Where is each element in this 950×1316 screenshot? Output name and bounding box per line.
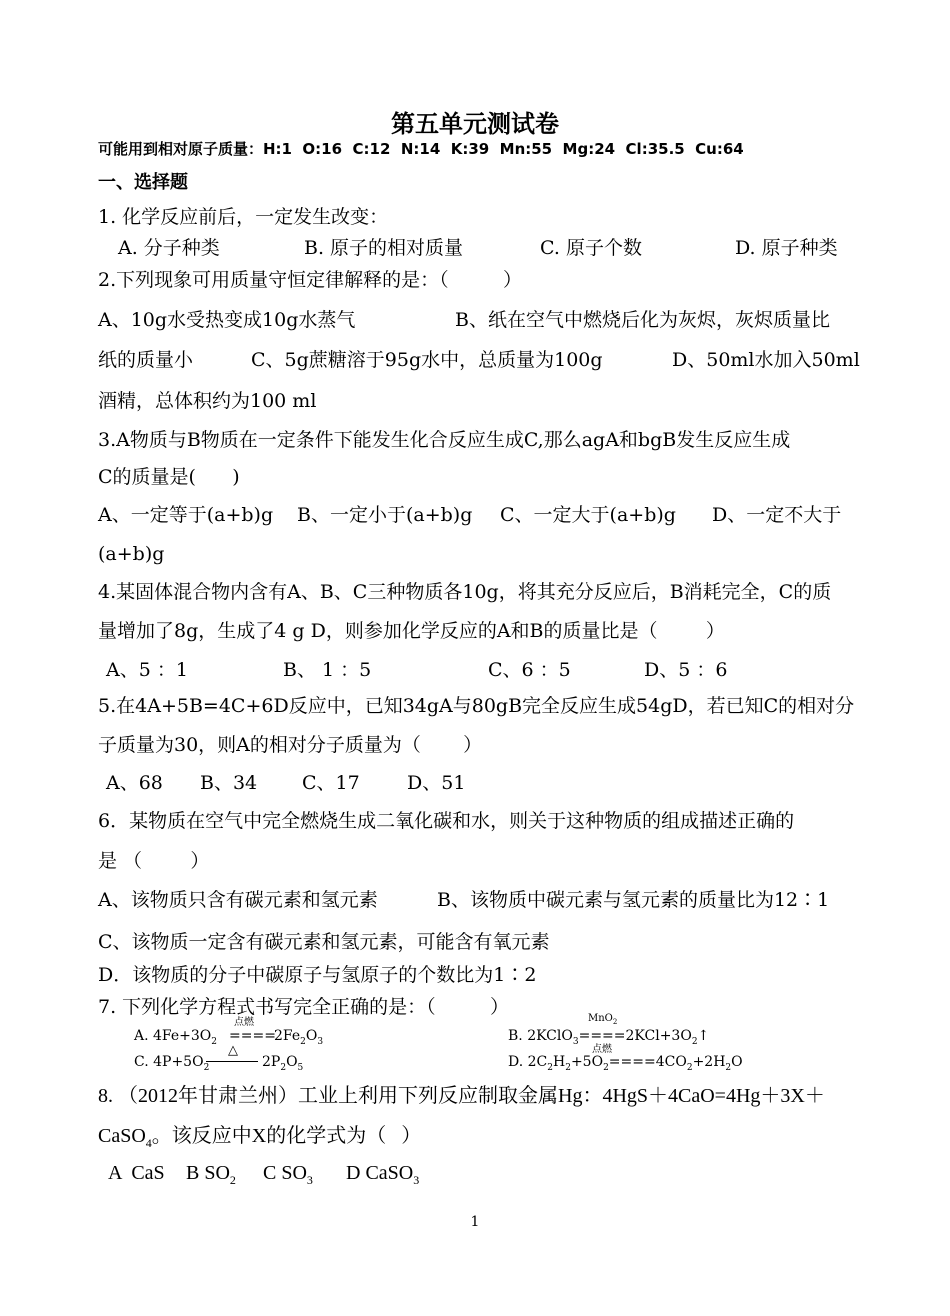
atomic-masses: 可能用到相对原子质量：H:1 O:16 C:12 N:14 K:39 Mn:55 Mg:24 Cl:35.5 Cu:64 [98, 140, 744, 158]
q7-option-a: A. $4Fe+3O_2$ [134, 1028, 218, 1047]
q7-b-catalyst: MnO$_2$ [588, 1013, 618, 1026]
q8-option-a: A CaS [108, 1162, 165, 1184]
q3-option-a: A、一定等于(a+b)g [98, 504, 274, 526]
section-heading: 一、选择题 [98, 172, 188, 193]
q3-option-b: B、一定小于(a+b)g [297, 504, 473, 526]
q3-option-d-cont: (a+b)g [98, 543, 165, 565]
q4-option-d: D、5 ：6 [644, 659, 728, 681]
q8-option-d: D CaSO$_3$ [346, 1162, 420, 1187]
q4-stem: 4.某固体混合物内含有A、B、C三种物质各10g，将其充分反应后，B消耗完全，C的质 [98, 581, 832, 603]
q7-c-product: $2P_2O_5$ [262, 1054, 304, 1073]
q7-a-equals: ==== [229, 1028, 276, 1044]
q5-option-d: D、51 [407, 772, 466, 794]
q4-option-a: A、5 ：1 [106, 659, 188, 681]
q6-stem-cont: 是 （ ） [98, 850, 210, 872]
q2-option-b: B、纸在空气中燃烧后化为灰烬，灰烬质量比 [455, 309, 830, 331]
q7-d-condition: 点燃 [592, 1044, 612, 1055]
q7-option-b: B. $2KClO_3====2KCl+3O_2↑$ [508, 1028, 710, 1047]
q8-option-b: B $SO_2$ [186, 1162, 236, 1187]
q6-option-c: C、该物质一定含有碳元素和氢元素，可能含有氧元素 [98, 931, 550, 953]
q5-stem: 5.在4A+5B=4C+6D反应中，已知34gA与80gB完全反应生成54gD，若已知C的相对分 [98, 695, 855, 717]
q1-option-a: A. 分子种类 [118, 237, 220, 259]
q8-stem: 8. （2012年甘肃兰州）工业上利用下列反应制取金属Hg：4HgS＋4CaO=4Hg＋3X＋ [98, 1085, 825, 1107]
q1-stem: 1. 化学反应前后，一定发生改变： [98, 206, 389, 228]
q7-stem: 7. 下列化学方程式书写完全正确的是：（ ） [98, 996, 510, 1018]
q8-stem-cont: CaSO$_4$。该反应中X的化学式为（ ） [98, 1125, 422, 1150]
q2-option-d: D、50ml水加入50ml [672, 349, 860, 371]
q7-c-arrow-line [206, 1061, 258, 1062]
q5-option-c: C、17 [302, 772, 360, 794]
q1-option-b: B. 原子的相对质量 [304, 237, 464, 259]
q2-option-a: A、10g水受热变成10g水蒸气 [98, 309, 356, 331]
q6-stem: 6．某物质在空气中完全燃烧生成二氧化碳和水，则关于这种物质的组成描述正确的 [98, 810, 795, 832]
q3-option-d: D、一定不大于 [712, 504, 842, 526]
q3-stem: 3.A物质与B物质在一定条件下能发生化合反应生成C,那么agA和bgB发生反应生成 [98, 429, 791, 451]
q7-option-d: D. $2C_2H_2+5O_2====4CO_2+2H_2O$ [508, 1054, 743, 1073]
page-number: 1 [470, 1214, 480, 1230]
q2-option-c: C、5g蔗糖溶于95g水中，总质量为100g [251, 349, 603, 371]
q6-option-d: D．该物质的分子中碳原子与氢原子的个数比为1∶2 [98, 964, 537, 986]
q4-option-b: B、 1 ：5 [283, 659, 372, 681]
q7-a-condition: 点燃 [234, 1017, 254, 1028]
q1-option-d: D. 原子种类 [735, 237, 838, 259]
q2-stem: 2.下列现象可用质量守恒定律解释的是：（ ） [98, 269, 522, 291]
q7-c-condition: △ [228, 1043, 238, 1058]
q3-option-c: C、一定大于(a+b)g [500, 504, 676, 526]
q6-option-a: A、该物质只含有碳元素和氢元素 [98, 889, 378, 911]
q4-stem-cont: 量增加了8g，生成了4 g D，则参加化学反应的A和B的质量比是（ ） [98, 620, 725, 642]
q5-option-b: B、34 [200, 772, 258, 794]
q8-option-c: C $SO_3$ [263, 1162, 313, 1187]
q4-option-c: C、6 ：5 [488, 659, 571, 681]
q6-option-b: B、该物质中碳元素与氢元素的质量比为12∶1 [437, 889, 830, 911]
q2-option-d-cont: 酒精，总体积约为100 ml [98, 390, 317, 412]
q1-option-c: C. 原子个数 [540, 237, 642, 259]
q5-option-a: A、68 [106, 772, 163, 794]
q2-option-b-cont: 纸的质量小 [98, 349, 194, 371]
page-title: 第五单元测试卷 [391, 110, 559, 138]
q7-option-c: C. $4P+5O_2$ [134, 1054, 210, 1073]
q7-a-product: $2Fe_2O_3$ [274, 1028, 324, 1047]
q3-stem-cont: C的质量是( ) [98, 466, 240, 488]
q5-stem-cont: 子质量为30，则A的相对分子质量为（ ） [98, 734, 483, 756]
